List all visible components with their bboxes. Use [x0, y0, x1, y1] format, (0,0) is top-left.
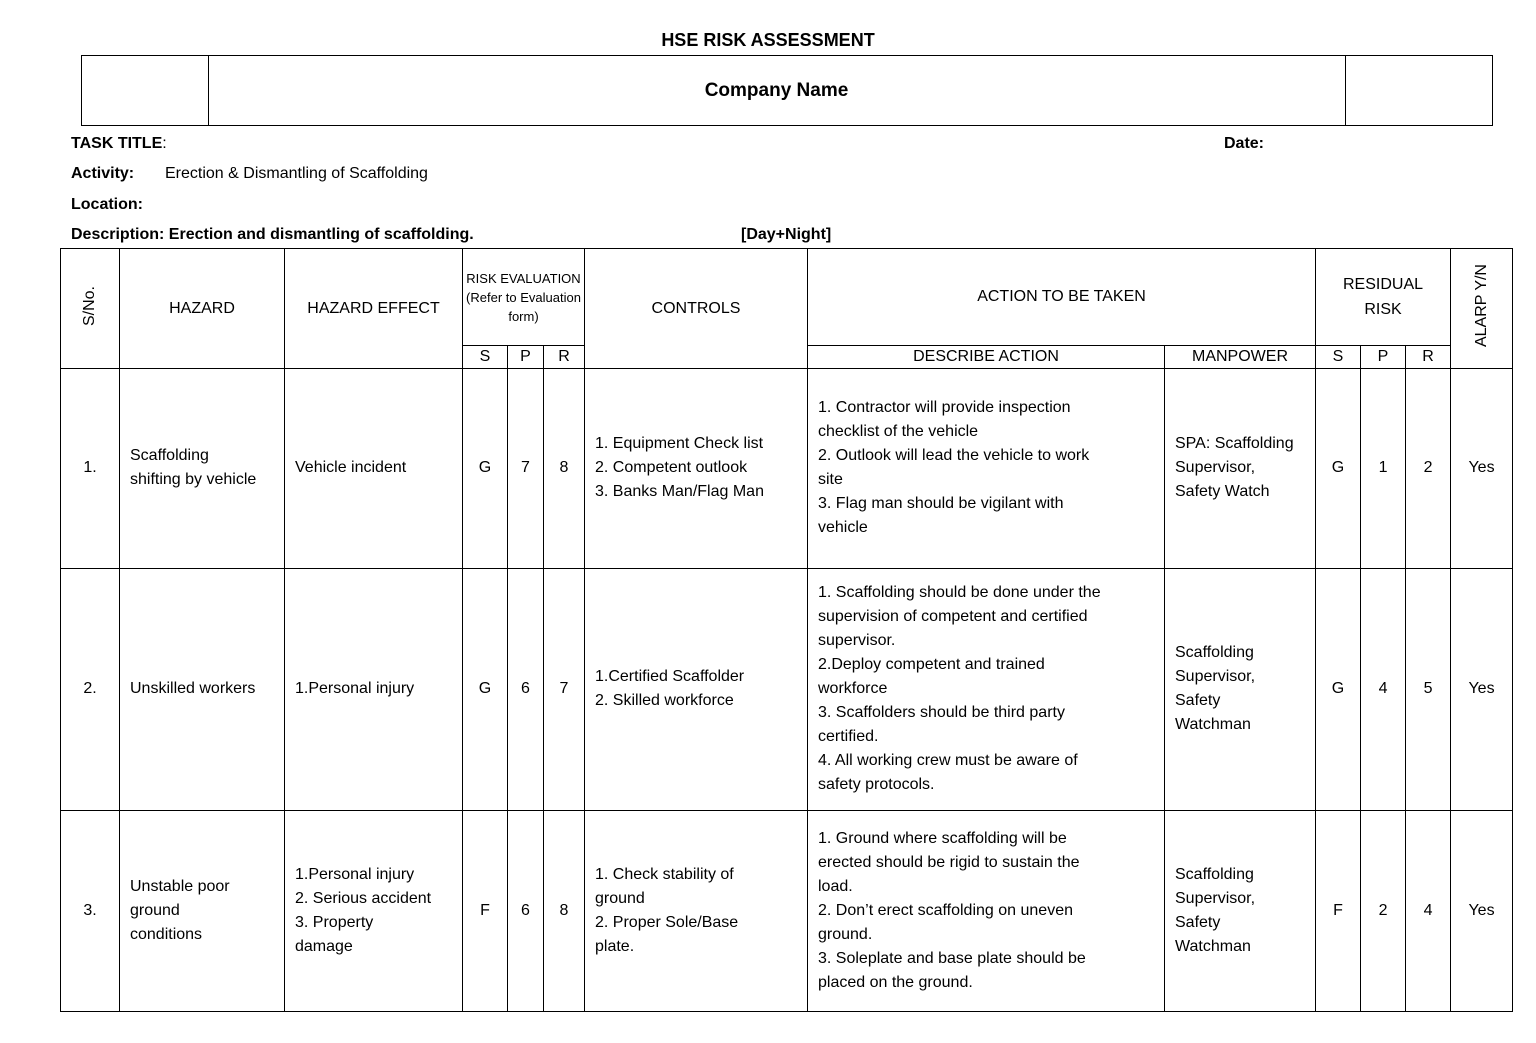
- document-title: HSE RISK ASSESSMENT: [661, 30, 875, 50]
- describe-action-cell-line: workforce: [818, 680, 888, 698]
- describe-action-cell-line: safety protocols.: [818, 776, 935, 794]
- hazard-effect-cell-line: 1.Personal injury: [295, 866, 415, 884]
- table-body: [61, 369, 1513, 1012]
- header-alarp: ALARP Y/N: [1451, 249, 1513, 369]
- alarp-cell: Yes: [1451, 568, 1513, 811]
- table-row: [61, 369, 1513, 569]
- describe-action-cell-line: supervisor.: [818, 632, 896, 650]
- alarp-cell: Yes: [1451, 369, 1513, 569]
- describe-action-cell: [808, 568, 1165, 811]
- row-number: 3.: [61, 811, 120, 1012]
- shift-label: [Day+Night]: [741, 226, 832, 243]
- risk-assessment-table: [60, 248, 1513, 1012]
- describe-action-cell-line: supervision of competent and certified: [818, 608, 1088, 626]
- hazard-cell: [120, 568, 285, 811]
- header-residual-p: P: [1361, 346, 1406, 369]
- risk-p-cell: 6: [508, 568, 544, 811]
- activity-value: Erection & Dismantling of Scaffolding: [165, 165, 428, 182]
- task-title-colon: :: [162, 135, 167, 152]
- manpower-cell-line: Safety Watch: [1175, 483, 1270, 501]
- hazard-effect-cell-line: 3. Property: [295, 914, 374, 932]
- manpower-cell-line: Scaffolding: [1175, 644, 1254, 662]
- describe-action-cell-line: 1. Ground where scaffolding will be: [818, 830, 1067, 848]
- manpower-cell: [1165, 369, 1316, 569]
- hazard-effect-cell: [285, 811, 463, 1012]
- describe-action-cell-line: checklist of the vehicle: [818, 423, 979, 441]
- activity-label: Activity:: [71, 165, 135, 182]
- risk-s-cell: G: [463, 568, 508, 811]
- header-residual-risk: RESIDUAL RISK: [1316, 249, 1451, 346]
- describe-action-cell-line: 3. Soleplate and base plate should be: [818, 950, 1086, 968]
- controls-cell-line: 1.Certified Scaffolder: [595, 668, 745, 686]
- header-controls: CONTROLS: [585, 249, 808, 369]
- company-name: Company Name: [208, 56, 1346, 125]
- residual-s-cell: F: [1316, 811, 1361, 1012]
- describe-action-cell-line: 4. All working crew must be aware of: [818, 752, 1078, 770]
- date-label: Date:: [1224, 135, 1265, 152]
- location-label: Location:: [71, 196, 143, 213]
- logo-cell-right: [1345, 56, 1492, 125]
- activity-field: [71, 165, 428, 183]
- describe-action-cell-line: certified.: [818, 728, 879, 746]
- header-sno: S/No.: [61, 249, 120, 369]
- risk-r-cell: 8: [544, 369, 585, 569]
- hazard-effect-cell-line: Vehicle incident: [295, 459, 407, 477]
- header-hazard-effect: HAZARD EFFECT: [285, 249, 463, 369]
- describe-action-cell-line: 3. Scaffolders should be third party: [818, 704, 1065, 722]
- hazard-cell: [120, 811, 285, 1012]
- header-residual-s: S: [1316, 346, 1361, 369]
- header-describe-action: DESCRIBE ACTION: [808, 346, 1165, 369]
- risk-s-cell: G: [463, 369, 508, 569]
- header-row: [61, 249, 1513, 346]
- header-residual-r: R: [1406, 346, 1451, 369]
- header-action: ACTION TO BE TAKEN: [808, 249, 1316, 346]
- describe-action-cell-line: placed on the ground.: [818, 974, 973, 992]
- residual-p-cell: 2: [1361, 811, 1406, 1012]
- controls-cell-line: 3. Banks Man/Flag Man: [595, 483, 764, 501]
- hazard-cell: [120, 369, 285, 569]
- describe-action-cell: [808, 811, 1165, 1012]
- hazard-cell-line: shifting by vehicle: [130, 471, 257, 489]
- controls-cell-line: plate.: [595, 938, 635, 956]
- manpower-cell-line: Supervisor,: [1175, 668, 1256, 686]
- table-row: [61, 568, 1513, 811]
- controls-cell-line: 1. Check stability of: [595, 866, 734, 884]
- manpower-cell: [1165, 568, 1316, 811]
- controls-cell-line: 2. Competent outlook: [595, 459, 748, 477]
- residual-r-cell: 5: [1406, 568, 1451, 811]
- manpower-cell-line: Scaffolding: [1175, 866, 1254, 884]
- describe-action-cell-line: 1. Scaffolding should be done under the: [818, 584, 1101, 602]
- controls-cell: [585, 369, 808, 569]
- header-risk-evaluation: RISK EVALUATION (Refer to Evaluation form): [463, 249, 585, 346]
- row-number: 1.: [61, 369, 120, 569]
- manpower-cell-line: SPA: Scaffolding: [1175, 435, 1294, 453]
- hazard-effect-cell: [285, 369, 463, 569]
- hazard-effect-cell: [285, 568, 463, 811]
- manpower-cell-line: Watchman: [1175, 716, 1251, 734]
- manpower-cell-line: Safety: [1175, 692, 1221, 710]
- hazard-effect-cell-line: damage: [295, 938, 353, 956]
- manpower-cell: [1165, 811, 1316, 1012]
- table-row: [61, 811, 1513, 1012]
- describe-action-cell-line: erected should be rigid to sustain the: [818, 854, 1080, 872]
- controls-cell-line: 2. Skilled workforce: [595, 692, 734, 710]
- company-header-box: [81, 55, 1493, 126]
- describe-action-cell-line: 2. Outlook will lead the vehicle to work: [818, 447, 1090, 465]
- alarp-cell: Yes: [1451, 811, 1513, 1012]
- controls-cell-line: 1. Equipment Check list: [595, 435, 764, 453]
- controls-cell-line: ground: [595, 890, 645, 908]
- describe-action-cell-line: site: [818, 471, 843, 489]
- risk-s-cell: F: [463, 811, 508, 1012]
- controls-cell-line: 2. Proper Sole/Base: [595, 914, 739, 932]
- task-title-label: TASK TITLE: [71, 135, 163, 152]
- describe-action-cell-line: 1. Contractor will provide inspection: [818, 399, 1071, 417]
- hazard-cell-line: Unstable poor: [130, 878, 230, 896]
- manpower-cell-line: Safety: [1175, 914, 1221, 932]
- header-r: R: [544, 346, 585, 369]
- header-p: P: [508, 346, 544, 369]
- describe-action-cell: [808, 369, 1165, 569]
- residual-r-cell: 2: [1406, 369, 1451, 569]
- describe-action-cell-line: load.: [818, 878, 853, 896]
- describe-action-cell-line: vehicle: [818, 519, 868, 537]
- description-label: Description: Erection and dismantling of scaffolding.: [71, 226, 474, 243]
- header-manpower: MANPOWER: [1165, 346, 1316, 369]
- residual-s-cell: G: [1316, 369, 1361, 569]
- risk-p-cell: 7: [508, 369, 544, 569]
- hazard-cell-line: Scaffolding: [130, 447, 209, 465]
- hazard-effect-cell-line: 1.Personal injury: [295, 680, 415, 698]
- manpower-cell-line: Supervisor,: [1175, 459, 1256, 477]
- risk-r-cell: 7: [544, 568, 585, 811]
- describe-action-cell-line: 2. Don’t erect scaffolding on uneven: [818, 902, 1073, 920]
- residual-r-cell: 4: [1406, 811, 1451, 1012]
- manpower-cell-line: Supervisor,: [1175, 890, 1256, 908]
- logo-cell-left: [82, 56, 209, 125]
- risk-p-cell: 6: [508, 811, 544, 1012]
- residual-p-cell: 1: [1361, 369, 1406, 569]
- hazard-effect-cell-line: 2. Serious accident: [295, 890, 432, 908]
- describe-action-cell-line: 3. Flag man should be vigilant with: [818, 495, 1064, 513]
- describe-action-cell-line: ground.: [818, 926, 873, 944]
- header-hazard: HAZARD: [120, 249, 285, 369]
- manpower-cell-line: Watchman: [1175, 938, 1251, 956]
- hazard-cell-line: Unskilled workers: [130, 680, 256, 698]
- header-s: S: [463, 346, 508, 369]
- hazard-cell-line: conditions: [130, 926, 203, 944]
- controls-cell: [585, 568, 808, 811]
- describe-action-cell-line: 2.Deploy competent and trained: [818, 656, 1045, 674]
- controls-cell: [585, 811, 808, 1012]
- residual-p-cell: 4: [1361, 568, 1406, 811]
- task-title-field: [71, 135, 167, 153]
- risk-r-cell: 8: [544, 811, 585, 1012]
- hazard-cell-line: ground: [130, 902, 180, 920]
- residual-s-cell: G: [1316, 568, 1361, 811]
- row-number: 2.: [61, 568, 120, 811]
